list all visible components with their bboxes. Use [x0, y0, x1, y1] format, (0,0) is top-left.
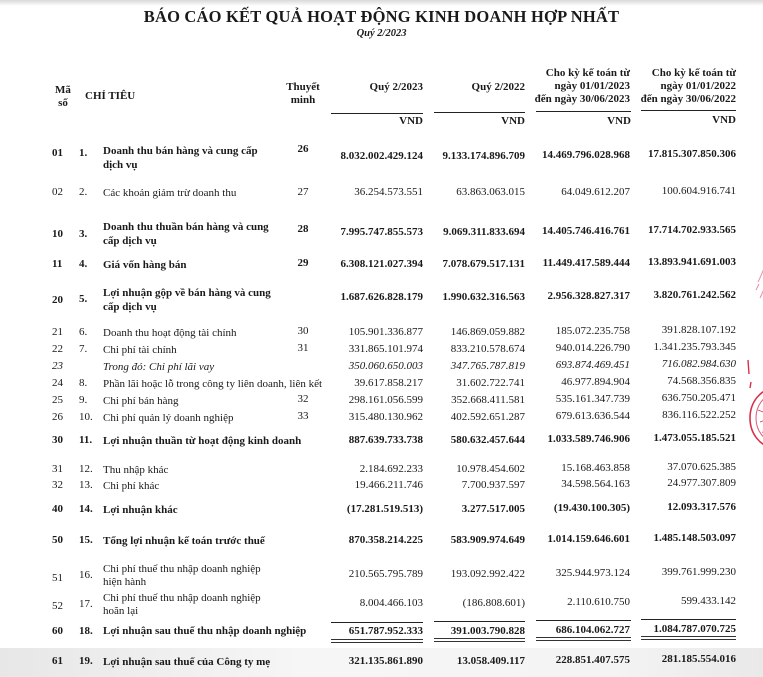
value-h1-2023: 64.049.612.207	[561, 186, 630, 198]
value-h1-2022: 17.815.307.850.306	[648, 148, 736, 160]
double-rule-3	[536, 637, 631, 641]
row-label-line1: Doanh thu bán hàng và cung cấp	[103, 145, 258, 157]
value-h1-2023: 535.161.347.739	[555, 393, 630, 405]
value-q2-2023: 105.901.336.877	[348, 326, 423, 338]
value-q2-2022: 31.602.722.741	[456, 377, 525, 389]
row-note: 30	[297, 325, 309, 337]
header-rule-1	[331, 113, 423, 114]
value-q2-2022: (186.808.601)	[462, 597, 525, 609]
row-number: 7.	[79, 343, 88, 355]
total-rule-2	[434, 621, 525, 622]
row-label-line2: cấp dịch vụ	[103, 235, 157, 247]
row-code: 60	[52, 625, 63, 637]
double-rule-2	[434, 638, 525, 642]
value-q2-2022: 580.632.457.644	[450, 434, 525, 446]
row-label-line1: Doanh thu thuần bán hàng và cung	[103, 221, 269, 233]
row-label-line2: hiện hành	[103, 576, 147, 588]
header-h1-2023-line2: ngày 01/01/2023	[554, 80, 630, 92]
value-q2-2022: 9.069.311.833.694	[443, 226, 525, 238]
row-number: 1.	[79, 147, 88, 159]
row-label	[103, 592, 261, 618]
row-number: 3.	[79, 228, 88, 240]
row-code: 21	[52, 326, 63, 338]
value-q2-2022: 833.210.578.674	[450, 343, 525, 355]
row-number: 16.	[79, 569, 93, 581]
value-h1-2023: 34.598.564.163	[561, 478, 630, 490]
header-item: CHỈ TIÊU	[85, 90, 136, 102]
row-number: 15.	[79, 534, 93, 546]
row-label: Giá vốn hàng bán	[103, 259, 187, 271]
value-h1-2023: 46.977.894.904	[561, 376, 630, 388]
row-label: Lợi nhuận sau thuế thu nhập doanh nghiệp	[103, 625, 307, 637]
row-label-line2: hoãn lại	[103, 605, 139, 617]
row-number: 18.	[79, 625, 93, 637]
value-h1-2023: (19.430.100.305)	[553, 502, 630, 514]
value-q2-2023: 298.161.056.599	[348, 394, 423, 406]
report-title: BÁO CÁO KẾT QUẢ HOẠT ĐỘNG KINH DOANH HỢP NHẤT	[143, 7, 620, 26]
row-label: Thu nhập khác	[103, 464, 169, 476]
value-q2-2022: 193.092.992.422	[450, 568, 525, 580]
value-h1-2023: 1.014.159.646.601	[547, 533, 630, 545]
row-code: 10	[52, 228, 63, 240]
row-number: 4.	[79, 258, 88, 270]
value-q2-2022: 583.909.974.649	[450, 534, 525, 546]
row-note: 33	[297, 410, 309, 422]
header-code	[52, 84, 74, 110]
value-q2-2023: 350.060.650.003	[348, 360, 423, 372]
row-code: 40	[52, 503, 63, 515]
header-rule-2	[434, 112, 525, 113]
value-q2-2023: 19.466.211.746	[354, 479, 423, 491]
row-note: 27	[297, 186, 309, 198]
row-code: 31	[52, 463, 63, 475]
row-code: 32	[52, 479, 63, 491]
row-number: 9.	[79, 394, 88, 406]
value-q2-2023: 2.184.692.233	[359, 463, 423, 475]
value-h1-2023: 185.072.235.758	[555, 325, 630, 337]
row-number: 12.	[79, 463, 93, 475]
header-h1-2022	[626, 67, 736, 106]
value-h1-2022: 836.116.522.252	[662, 409, 736, 421]
row-label: Lợi nhuận khác	[103, 504, 178, 516]
value-q2-2022: 391.003.790.828	[450, 625, 525, 637]
value-h1-2022: 1.084.787.070.725	[653, 623, 736, 635]
header-note-line2: minh	[290, 94, 316, 106]
value-q2-2022: 3.277.517.005	[461, 503, 525, 515]
value-h1-2022: 13.893.941.691.003	[648, 256, 736, 268]
value-h1-2022: 12.093.317.576	[667, 501, 736, 513]
header-note-line1: Thuyết	[286, 81, 320, 93]
row-code: 25	[52, 394, 63, 406]
red-seal-stamp-icon	[744, 260, 763, 460]
row-label: Tổng lợi nhuận kế toán trước thuế	[103, 535, 265, 547]
row-note: 31	[297, 342, 309, 354]
row-label: Chi phí bán hàng	[103, 395, 179, 407]
value-q2-2023: 210.565.795.789	[348, 568, 423, 580]
header-q2-2022: Quý 2/2022	[471, 81, 525, 93]
header-h1-2023-line1: Cho kỳ kế toán từ	[545, 67, 630, 79]
header-rule-3	[536, 111, 631, 112]
row-number: 5.	[79, 293, 88, 305]
value-q2-2023: (17.281.519.513)	[346, 503, 423, 515]
value-q2-2023: 6.308.121.027.394	[340, 258, 423, 270]
row-label	[103, 563, 261, 589]
row-number: 17.	[79, 598, 93, 610]
row-label: Trong đó: Chi phí lãi vay	[103, 361, 215, 373]
total-rule-4	[641, 619, 736, 620]
row-note: 26	[297, 143, 309, 155]
row-code: 52	[52, 600, 63, 612]
header-code-line1: Mã	[55, 84, 71, 96]
row-code: 30	[52, 434, 63, 446]
row-code: 02	[52, 186, 63, 198]
value-h1-2023: 15.168.463.858	[561, 462, 630, 474]
row-label: Chi phí khác	[103, 480, 160, 492]
value-h1-2022: 281.185.554.016	[661, 653, 736, 665]
value-q2-2022: 63.863.063.015	[456, 186, 525, 198]
double-rule-4	[641, 636, 736, 640]
unit-col4: VND	[712, 114, 736, 126]
value-h1-2023: 679.613.636.544	[555, 410, 630, 422]
value-h1-2023: 693.874.469.451	[555, 359, 630, 371]
value-h1-2022: 17.714.702.933.565	[648, 224, 736, 236]
row-code: 23	[52, 360, 63, 372]
value-h1-2023: 940.014.226.790	[555, 342, 630, 354]
value-q2-2023: 39.617.858.217	[354, 377, 423, 389]
value-q2-2023: 321.135.861.890	[348, 655, 423, 667]
value-h1-2022: 1.341.235.793.345	[653, 341, 736, 353]
value-q2-2022: 402.592.651.287	[450, 411, 525, 423]
value-q2-2023: 651.787.952.333	[348, 625, 423, 637]
value-h1-2022: 37.070.625.385	[667, 461, 736, 473]
value-h1-2022: 716.082.984.630	[661, 358, 736, 370]
header-h1-2023	[520, 67, 630, 106]
row-note: 28	[297, 223, 309, 235]
value-h1-2022: 74.568.356.835	[667, 375, 736, 387]
value-q2-2022: 146.869.059.882	[450, 326, 525, 338]
row-label: Doanh thu hoạt động tài chính	[103, 327, 237, 339]
value-h1-2023: 2.956.328.827.317	[547, 290, 630, 302]
value-h1-2022: 24.977.307.809	[667, 477, 736, 489]
row-number: 2.	[79, 186, 88, 198]
value-h1-2022: 1.473.055.185.521	[653, 432, 736, 444]
value-q2-2022: 10.978.454.602	[456, 463, 525, 475]
value-h1-2023: 1.033.589.746.906	[547, 433, 630, 445]
top-shade	[0, 0, 763, 6]
value-h1-2023: 325.944.973.124	[555, 567, 630, 579]
row-code: 61	[52, 655, 63, 667]
header-q2-2023: Quý 2/2023	[369, 81, 423, 93]
header-h1-2022-line1: Cho kỳ kế toán từ	[651, 67, 736, 79]
double-rule-1	[331, 639, 423, 643]
value-q2-2023: 315.480.130.962	[348, 411, 423, 423]
value-q2-2023: 331.865.101.974	[348, 343, 423, 355]
unit-col1: VND	[399, 115, 423, 127]
value-h1-2022: 599.433.142	[681, 595, 736, 607]
header-h1-2022-line3: đến ngày 30/06/2022	[640, 93, 736, 105]
total-rule-3	[536, 620, 631, 621]
unit-col2: VND	[501, 115, 525, 127]
row-code: 26	[52, 411, 63, 423]
row-code: 51	[52, 572, 63, 584]
value-h1-2022: 399.761.999.230	[661, 566, 736, 578]
row-label-line1: Lợi nhuận gộp về bán hàng và cung	[103, 287, 271, 299]
header-rule-4	[641, 110, 736, 111]
value-q2-2022: 9.133.174.896.709	[442, 150, 525, 162]
row-code: 01	[52, 147, 63, 159]
value-q2-2022: 7.078.679.517.131	[442, 258, 525, 270]
header-code-line2: số	[58, 97, 68, 109]
value-q2-2023: 7.995.747.855.573	[340, 226, 423, 238]
value-h1-2023: 11.449.417.589.444	[542, 257, 630, 269]
row-number: 10.	[79, 411, 93, 423]
row-number: 14.	[79, 503, 93, 515]
value-q2-2023: 8.032.002.429.124	[340, 150, 423, 162]
row-label-line2: cấp dịch vụ	[103, 301, 157, 313]
row-label: Lợi nhuận sau thuế của Công ty mẹ	[103, 656, 271, 668]
row-number: 13.	[79, 479, 93, 491]
row-code: 20	[52, 294, 63, 306]
row-code: 50	[52, 534, 63, 546]
row-code: 22	[52, 343, 63, 355]
value-q2-2023: 36.254.573.551	[354, 186, 423, 198]
report-period: Quý 2/2023	[356, 28, 407, 39]
row-label: Chi phí quản lý doanh nghiệp	[103, 412, 234, 424]
value-q2-2022: 347.765.787.819	[450, 360, 525, 372]
row-label	[103, 144, 258, 172]
value-h1-2022: 3.820.761.242.562	[653, 289, 736, 301]
row-code: 24	[52, 377, 63, 389]
row-number: 11.	[79, 434, 93, 446]
value-h1-2022: 100.604.916.741	[661, 185, 736, 197]
header-h1-2023-line3: đến ngày 30/06/2023	[534, 93, 630, 105]
value-h1-2022: 391.828.107.192	[661, 324, 736, 336]
value-h1-2023: 686.104.062.727	[555, 624, 630, 636]
value-h1-2022: 636.750.205.471	[661, 392, 736, 404]
value-h1-2023: 228.851.407.575	[555, 654, 630, 666]
value-q2-2022: 352.668.411.581	[451, 394, 525, 406]
value-q2-2023: 1.687.626.828.179	[340, 291, 423, 303]
row-label: Lợi nhuận thuần từ hoạt động kinh doanh	[103, 435, 302, 447]
value-h1-2022: 1.485.148.503.097	[653, 532, 736, 544]
value-q2-2022: 7.700.937.597	[461, 479, 525, 491]
row-label: Phần lãi hoặc lỗ trong công ty liên doanh, liên kết	[103, 378, 323, 390]
row-label: Các khoản giảm trừ doanh thu	[103, 187, 237, 199]
row-label	[103, 220, 269, 248]
row-label-line1: Chi phí thuế thu nhập doanh nghiệp	[103, 592, 261, 604]
row-code: 11	[52, 258, 63, 270]
value-h1-2023: 14.469.796.028.968	[542, 149, 630, 161]
row-number: 6.	[79, 326, 88, 338]
row-note: 29	[297, 257, 309, 269]
row-label: Chi phí tài chính	[103, 344, 177, 356]
value-q2-2023: 870.358.214.225	[348, 534, 423, 546]
row-label	[103, 286, 271, 314]
row-number: 19.	[79, 655, 93, 667]
header-note	[283, 81, 323, 107]
value-q2-2022: 13.058.409.117	[456, 655, 525, 667]
row-label-line1: Chi phí thuế thu nhập doanh nghiệp	[103, 563, 261, 575]
row-label-line2: dịch vụ	[103, 159, 138, 171]
total-rule-1	[331, 622, 423, 623]
value-q2-2022: 1.990.632.316.563	[442, 291, 525, 303]
row-note: 32	[297, 393, 309, 405]
value-h1-2023: 14.405.746.416.761	[542, 225, 630, 237]
header-h1-2022-line2: ngày 01/01/2022	[660, 80, 736, 92]
value-q2-2023: 887.639.733.738	[348, 434, 423, 446]
unit-col3: VND	[607, 115, 631, 127]
value-q2-2023: 8.004.466.103	[359, 597, 423, 609]
value-h1-2023: 2.110.610.750	[567, 596, 630, 608]
row-number: 8.	[79, 377, 88, 389]
